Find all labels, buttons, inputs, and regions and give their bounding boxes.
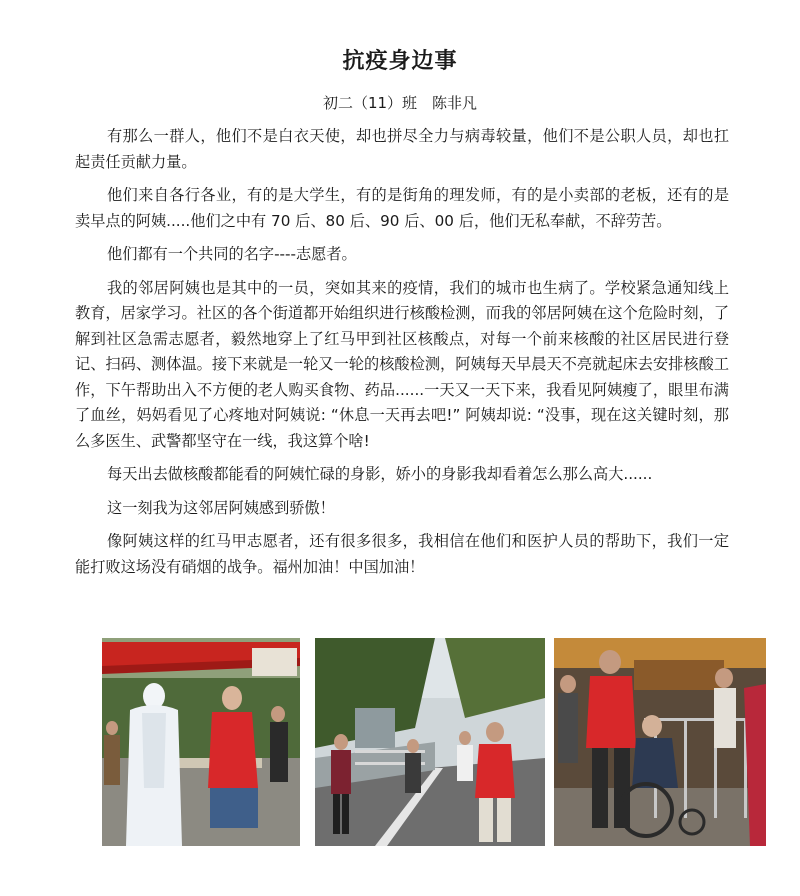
paragraph-2: 他们来自各行各业，有的是大学生，有的是街角的理发师，有的是小卖部的老板，还有的是卖早点的阿姨.....他们之中有 70 后、80 后、90 后、00 后，他们无私奉献，不辞劳苦。 <box>75 186 729 230</box>
document-title: 抗疫身边事 <box>342 49 458 74</box>
testing-site-photo <box>102 638 300 846</box>
wheelchair-assist-photo <box>554 638 766 846</box>
paragraph-4: 我的邻居阿姨也是其中的一员，突如其来的疫情，我们的城市也生病了。学校紧急通知线上教育，居家学习。社区的各个街道都开始组织进行核酸检测，而我的邻居阿姨在这个危险时刻，了解到社区急需志愿者，毅然地穿上了红马甲到社区核酸点，对每一个前来核酸的社区居民进行登记、扫码、测体温。接下来就是一轮又一轮的核酸检测，阿姨每天早晨天不亮就起床去安排核酸工作，下午帮助出入不方便的老人购买食物、药品......一天又一天下来，我看见阿姨瘦了，眼里布满了血丝，妈妈看见了心疼地对阿姨说: “休息一天再去吧!” 阿姨却说: “没事，现在这关键时刻，那么多医生、武警都坚守在一线，我这算个啥! <box>75 278 729 450</box>
paragraph-5: 每天出去做核酸都能看的阿姨忙碌的身影，娇小的身影我却看着怎么那么高大...... <box>107 465 653 483</box>
author-byline: 初二（11）班 陈非凡 <box>322 94 478 112</box>
paragraph-6: 这一刻我为这邻居阿姨感到骄傲！ <box>107 498 335 517</box>
paragraph-7: 像阿姨这样的红马甲志愿者，还有很多很多，我相信在他们和医护人员的帮助下，我们一定能打败这场没有硝烟的战争。福州加油！中国加油！ <box>75 532 729 576</box>
photo-strip <box>102 638 766 848</box>
paragraph-1: 有那么一群人，他们不是白衣天使，却也拼尽全力与病毒较量，他们不是公职人员，却也扛起责任贡献力量。 <box>75 127 729 171</box>
street-queue-photo <box>315 638 545 846</box>
paragraph-3: 他们都有一个共同的名字----志愿者。 <box>107 245 357 263</box>
essay-body <box>75 124 729 588</box>
